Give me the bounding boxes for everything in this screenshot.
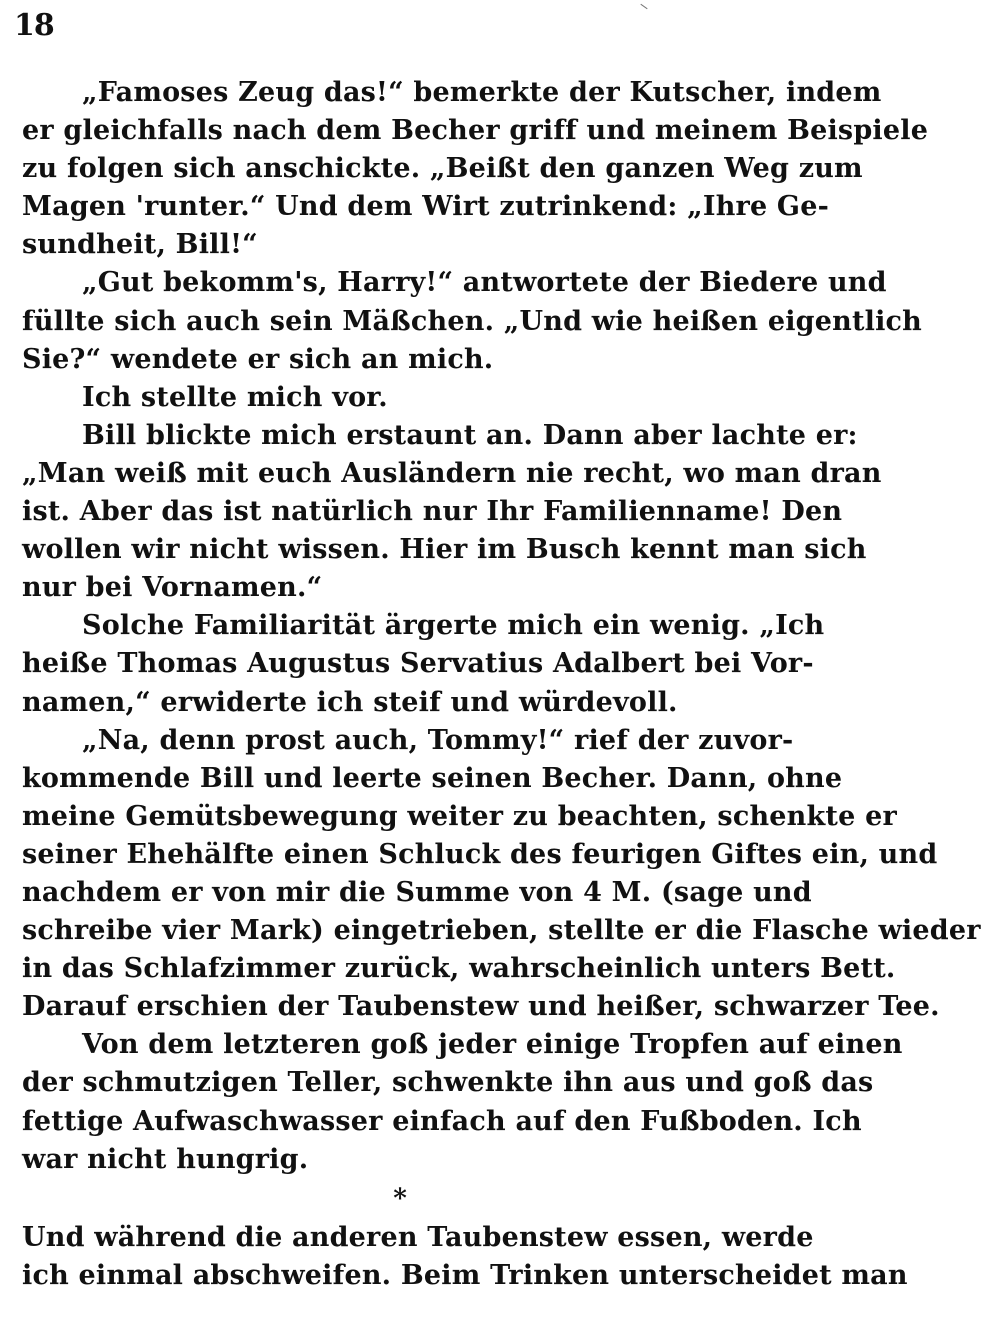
text-line: Solche Familiarität ärgerte mich ein wenig. „Ich bbox=[82, 610, 825, 642]
text-line: „Man weiß mit euch Ausländern nie recht, wo man dran bbox=[22, 457, 882, 489]
text-line: füllte sich auch sein Mäßchen. „Und wie heißen eigentlich bbox=[22, 305, 923, 337]
text-line: Ich stellte mich vor. bbox=[82, 381, 388, 413]
text-line: meine Gemütsbewegung weiter zu beachten, schenkte er bbox=[22, 800, 897, 832]
text-line: Von dem letzteren goß jeder einige Tropfen auf einen bbox=[82, 1029, 903, 1061]
text-line: „Na, denn prost auch, Tommy!“ rief der zuvor- bbox=[82, 724, 794, 756]
text-line: Magen 'runter.“ Und dem Wirt zutrinkend: „Ihre Ge- bbox=[22, 191, 829, 223]
text-line: ist. Aber das ist natürlich nur Ihr Familienname! Den bbox=[22, 496, 843, 528]
text-block-main bbox=[22, 74, 981, 1179]
text-line: Und während die anderen Taubenstew essen, werde bbox=[22, 1221, 814, 1253]
text-line: „Famoses Zeug das!“ bemerkte der Kutscher, indem bbox=[82, 77, 882, 108]
text-line: wollen wir nicht wissen. Hier im Busch kennt man sich bbox=[22, 534, 867, 566]
text-line: kommende Bill und leerte seinen Becher. Dann, ohne bbox=[22, 762, 843, 794]
text-line: Bill blickte mich erstaunt an. Dann aber lachte er: bbox=[82, 419, 858, 451]
text-line: er gleichfalls nach dem Becher griff und meinem Beispiele bbox=[22, 115, 929, 147]
text-line: sundheit, Bill!“ bbox=[22, 229, 258, 261]
text-line: schreibe vier Mark) eingetrieben, stellte er die Flasche wieder bbox=[22, 915, 981, 947]
text-line: nur bei Vornamen.“ bbox=[22, 572, 323, 604]
text-line: der schmutzigen Teller, schwenkte ihn aus und goß das bbox=[22, 1067, 874, 1099]
text-line: zu folgen sich anschickte. „Beißt den ganzen Weg zum bbox=[22, 153, 863, 185]
scan-mark bbox=[640, 4, 647, 9]
body-text bbox=[22, 74, 981, 1295]
section-separator: * bbox=[393, 1183, 407, 1214]
text-line: nachdem er von mir die Summe von 4 M. (sage und bbox=[22, 876, 812, 908]
text-line: fettige Aufwaschwasser einfach auf den Fußboden. Ich bbox=[22, 1105, 862, 1137]
text-line: seiner Ehehälfte einen Schluck des feurigen Giftes ein, und bbox=[22, 838, 938, 870]
text-line: in das Schlafzimmer zurück, wahrscheinlich unters Bett. bbox=[22, 953, 896, 985]
text-line: war nicht hungrig. bbox=[22, 1143, 309, 1175]
text-block-after-separator bbox=[22, 1219, 908, 1295]
text-line: Sie?“ wendete er sich an mich. bbox=[22, 343, 494, 375]
text-line: heiße Thomas Augustus Servatius Adalbert bei Vor- bbox=[22, 648, 814, 680]
text-line: Darauf erschien der Taubenstew und heißer, schwarzer Tee. bbox=[22, 991, 940, 1023]
text-line: „Gut bekomm's, Harry!“ antwortete der Biedere und bbox=[82, 267, 887, 299]
page-number: 18 bbox=[14, 8, 54, 43]
text-line: namen,“ erwiderte ich steif und würdevoll. bbox=[22, 686, 678, 718]
text-line: ich einmal abschweifen. Beim Trinken unterscheidet man bbox=[22, 1259, 908, 1291]
